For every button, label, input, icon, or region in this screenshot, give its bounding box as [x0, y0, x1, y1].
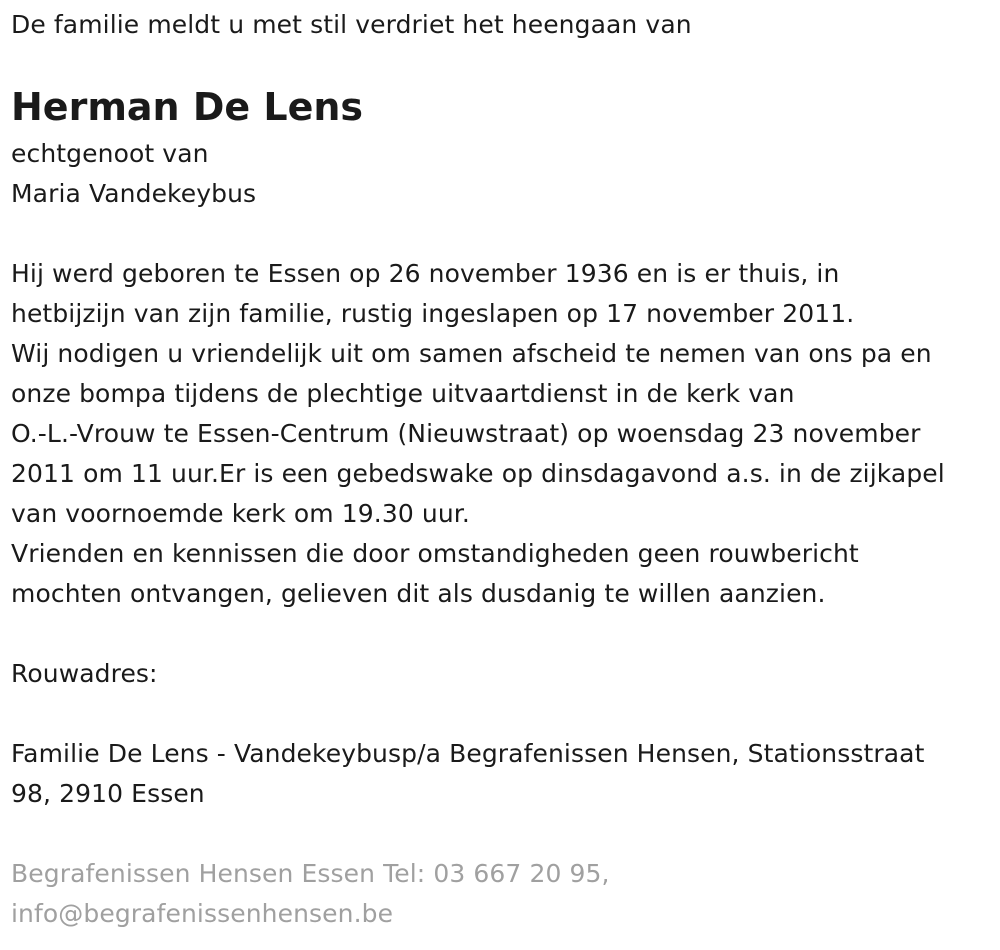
body-line: hetbijzijn van zijn familie, rustig ingeslapen op 17 november 2011.	[11, 299, 855, 328]
body-line: onze bompa tijdens de plechtige uitvaartdienst in de kerk van	[11, 379, 795, 408]
body-line: 2011 om 11 uur.Er is een gebedswake op dinsdagavond a.s. in de zijkapel	[11, 459, 945, 488]
spouse-label: echtgenoot van	[11, 139, 209, 168]
body-line: O.-L.-Vrouw te Essen-Centrum (Nieuwstraat) op woensdag 23 november	[11, 419, 921, 448]
body-line: Hij werd geboren te Essen op 26 november 1936 en is er thuis, in	[11, 259, 840, 288]
funeral-home-contact: Begrafenissen Hensen Essen Tel: 03 667 20 95,	[11, 859, 610, 888]
mourning-address-label: Rouwadres:	[11, 659, 158, 688]
spouse-name: Maria Vandekeybus	[11, 179, 257, 208]
body-line: Vrienden en kennissen die door omstandigheden geen rouwbericht	[11, 539, 859, 568]
deceased-name: Herman De Lens	[11, 85, 364, 129]
body-line: mochten ontvangen, gelieven dit als dusdanig te willen aanzien.	[11, 579, 826, 608]
funeral-home-email: info@begrafenissenhensen.be	[11, 899, 394, 928]
body-line: Wij nodigen u vriendelijk uit om samen afscheid te nemen van ons pa en	[11, 339, 932, 368]
mourning-address-line: 98, 2910 Essen	[11, 779, 205, 808]
intro-text: De familie meldt u met stil verdriet het heengaan van	[11, 10, 692, 39]
body-line: van voornoemde kerk om 19.30 uur.	[11, 499, 470, 528]
mourning-address-line: Familie De Lens - Vandekeybusp/a Begrafenissen Hensen, Stationsstraat	[11, 739, 925, 768]
